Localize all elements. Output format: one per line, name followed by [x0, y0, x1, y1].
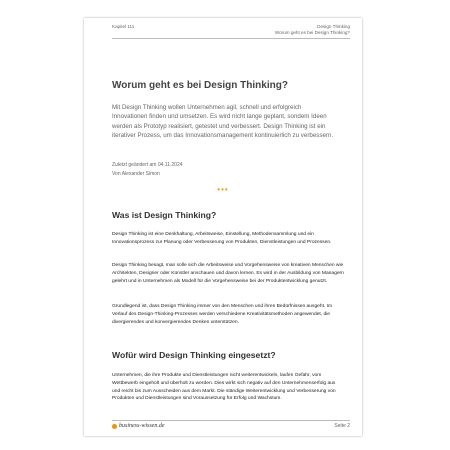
header-divider — [112, 38, 350, 39]
chapter-label: Kapitel 111 — [112, 24, 135, 29]
updated-date: Zuletzt geändert am 04.11.2024 — [112, 162, 183, 168]
header-right — [275, 24, 350, 36]
footer-divider — [112, 420, 350, 421]
header-section: Design Thinking — [317, 24, 350, 29]
header-subtitle: Worum geht es bei Design Thinking? — [274, 30, 350, 35]
page-number: Seite 2 — [334, 423, 350, 429]
footer-brand — [112, 423, 165, 429]
document-page — [84, 18, 362, 436]
section-heading: Wofür wird Design Thinking eingesetzt? — [112, 350, 276, 360]
article-title: Worum geht es bei Design Thinking? — [112, 80, 288, 91]
article-meta — [112, 161, 183, 179]
section-heading: Was ist Design Thinking? — [112, 210, 217, 220]
author: Von Alexander Simon — [112, 171, 160, 177]
paragraph: Grundlegend ist, dass Design Thinking immer von den Menschen und ihren Bedürfnissen ausgeht. Im Verlauf des Design-Thinking-Prozesses werden verschiedene Kreativitätsmethoden angewendet, die divergierendes und konvergierendes Denken unterstützen. — [112, 304, 333, 325]
paragraph: Unternehmen, die ihre Produkte und Dienstleistungen nicht weiterentwickeln, laufen Gefahr, vom Wettbewerb eingeholt und überholt zu werden. Dies wirkt sich negativ auf den Unternehmenserfolg aus und reicht bis zum Ausscheiden aus dem Markt. Die ständige Weiterentwicklung und Verbesserung von Produkten und Dienstleistungen sind Voraussetzung für Erfolg und Wachstum. — [112, 373, 336, 402]
paragraph: Design Thinking besagt, man solle sich die Arbeitsweise und Vorgehensweise von kreativen Menschen wie Architekten, Designer oder Künstler anschauen und davon lernen. Es wird in der Ausbildung von Managern gelehrt und in Unternehmen als Modell für die Vorgehensweise bei der Produktentwicklung genutzt. — [112, 263, 344, 284]
brand-name: business-wissen.de — [119, 423, 165, 429]
paragraph: Design Thinking ist eine Denkhaltung, Arbeitsweise, Einstellung, Methodensammlung und ein Innovationsprozess zur Planung oder Verbesserung von Produkten, Dienstleistungen und Prozessen. — [112, 232, 332, 245]
separator-dots: ••• — [217, 185, 229, 194]
article-intro: Mit Design Thinking wollen Unternehmen agil, schnell und erfolgreich Innovationen finden und umsetzen. Es wird nicht lange geplant, sondem Ideen werden als Prototyp realisiert, getestet und verbessert. Design Thinking ist ein iterativer Prozess, um das Innovationsmanagement kontinuierlich zu verbessern. — [112, 104, 334, 140]
brand-logo-icon — [112, 424, 117, 429]
